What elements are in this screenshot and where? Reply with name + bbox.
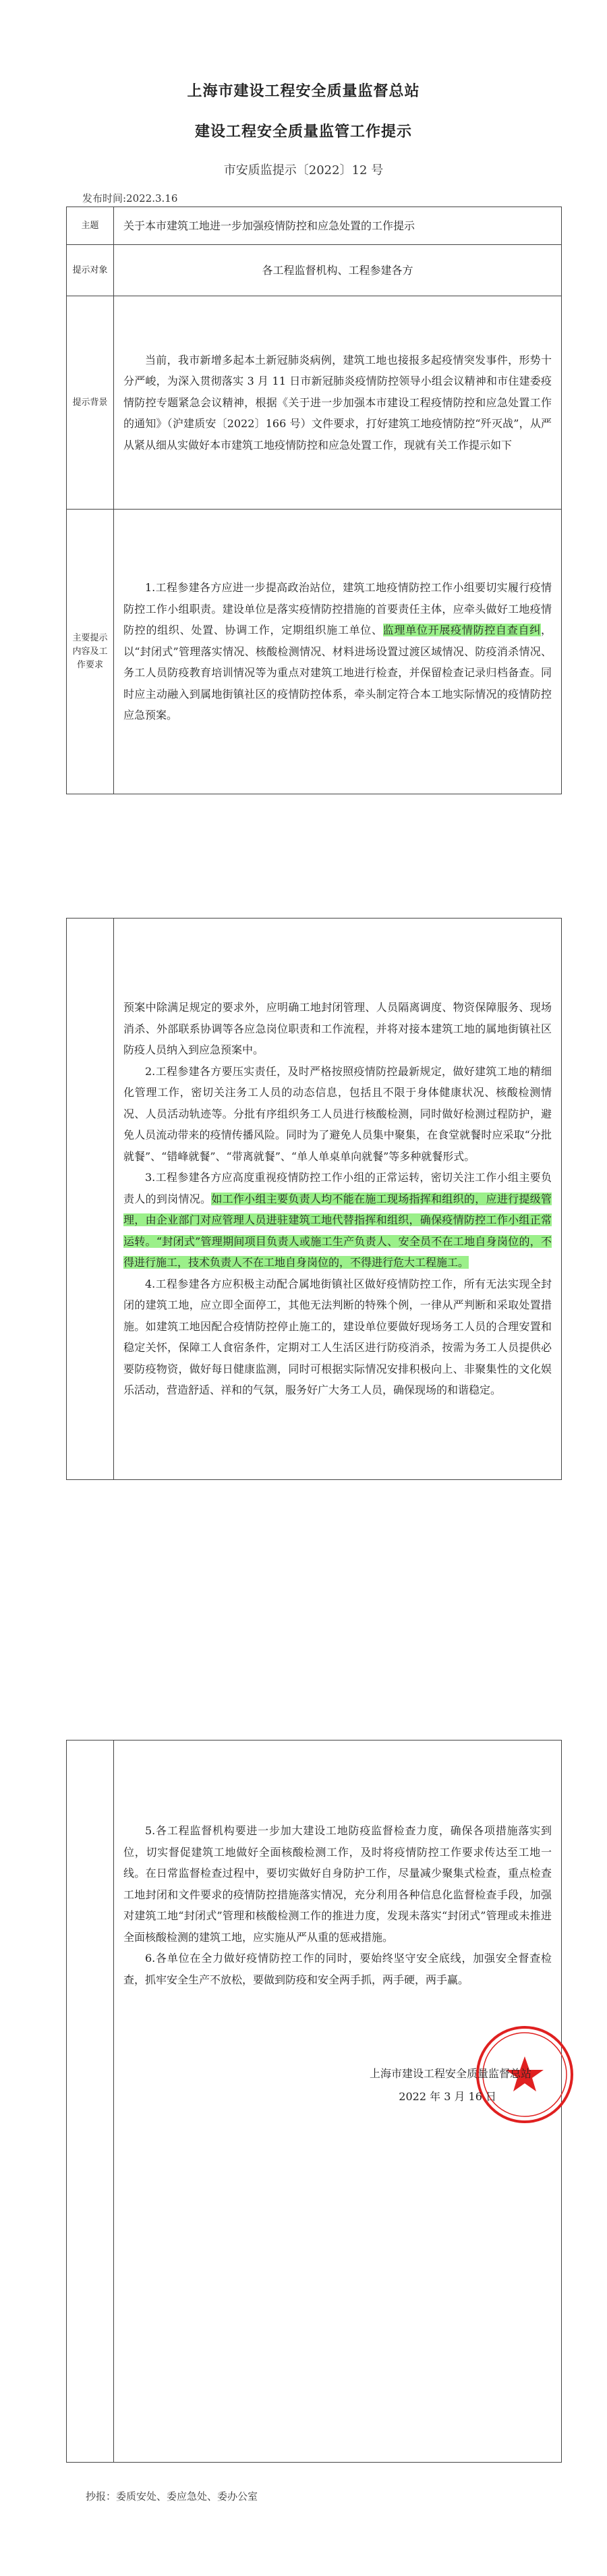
measure-2: 2.工程参建各方要压实责任，及时严格按照疫情防控最新规定，做好建筑工地的精细化管理工作，密切关注务工人员的动态信息，包括且不限于身体健康状况、核酸检测情况、人员活动轨迹等。分批有序组织务工人员进行核酸检测，同时做好检测过程防护，避免人员流动带来的疫情传播风险。同时为了避免人员集中聚集，在食堂就餐时应采取“分批就餐”、“错峰就餐”、“带离就餐”、“单人单桌单向就餐”等多种就餐形式。: [123, 1064, 552, 1163]
document-title: 上海市建设工程安全质量监督总站: [187, 82, 420, 100]
notice-table-page2: [66, 918, 562, 1480]
measures-text-page1: 1.工程参建各方应进一步提高政治站位，建筑工地疫情防控工作小组要切实履行疫情防控工作小组职责。建设单位是落实疫情防控措施的首要责任主体，应牵头做好工地疫情防控的组织、处置、协调工作，定期组织施工单位、监理单位开展疫情防控自查自纠，以“封闭式”管理落实情况、核酸检测情况、材料进场设置过渡区域情况、防疫消杀情况、务工人员防疫教育培训情况等为重点对建筑工地进行检查，并保留检查记录归档备查。同时应主动融入到属地街镇社区的疫情防控体系，牵头制定符合本工地实际情况的疫情防控应急预案。: [114, 510, 562, 794]
highlight-self-inspection: 监理单位开展疫情防控自查自纠: [382, 624, 541, 637]
measure-4: 4.工程参建各方应积极主动配合属地街镇社区做好疫情防控工作，所有无法实现全封闭的建筑工地，应立即全面停工，其他无法判断的特殊个例，一律从严判断和采取处置措施。如建筑工地因配合疫情防控停止施工的，建设单位要做好现场务工人员的合理安置和稳定关怀，保障工人食宿条件，定期对工人生活区进行防疫消杀，按需为务工人员提供必要防疫物资，做好每日健康监测，同时可根据实际情况安排积极向上、非聚集性的文化娱乐活动，营造舒适、祥和的气氛，服务好广大务工人员，确保现场的和谐稳定。: [123, 1277, 552, 1397]
document-number: 市安质监提示〔2022〕12 号: [223, 163, 384, 177]
measure-5: 5.各工程监督机构要进一步加大建设工地防疫监督检查力度，确保各项措施落实到位，切实督促建筑工地做好全面核酸检测工作，及时将疫情防控工作要求传达至工地一线。在日常监督检查过程中，要切实做好自身防护工作，尽量减少聚集式检查，重点检查工地封闭和文件要求的疫情防控措施落实情况，充分利用各种信息化监督检查手段，加强对建筑工地“封闭式”管理和核酸检测工作的推进力度，发现未落实“封闭式”管理或未推进全面核酸检测的建筑工地，应实施从严从重的惩戒措施。: [123, 1824, 552, 1944]
subject-text: 关于本市建筑工地进一步加强疫情防控和应急处置的工作提示: [114, 207, 562, 245]
notice-table-page1: [66, 207, 562, 794]
measures-label-cont2: [67, 1741, 114, 2463]
background-text: 当前，我市新增多起本土新冠肺炎病例，建筑工地也接报多起疫情突发事件，形势十分严峻，为深入贯彻落实 3 月 11 日市新冠肺炎疫情防控领导小组会议精神和市住建委疫情防控专题紧急会议精神，根据《关于进一步加强本市建设工程疫情防控和应急处置工作的通知》（沪建质安〔2022〕166 号）文件要求，打好建筑工地疫情防控“歼灭战”，从严从紧从细从实做好本市建筑工地疫情防控和应急处置工作，现就有关工作提示如下: [114, 296, 562, 510]
publish-date: 发布时间:2022.3.16: [82, 192, 178, 204]
measures-text-page3: [114, 1741, 562, 2463]
measure-6: 6.各单位在全力做好疫情防控工作的同时，要始终坚守安全底线，加强安全督查检查，抓牢安全生产不放松，要做到防疫和安全两手抓，两手硬，两手赢。: [123, 1952, 552, 1986]
measures-label-cont: [67, 919, 114, 1480]
measure-3: 3.工程参建各方应高度重视疫情防控工作小组的正常运转，密切关注工作小组主要负责人的到岗情况。如工作小组主要负责人均不能在施工现场指挥和组织的，应进行提级管理，由企业部门对应管理人员进驻建筑工地代替指挥和组织，确保疫情防控工作小组正常运转。“封闭式”管理期间项目负责人或施工生产负责人、安全员不在工地自身岗位的，不得进行施工，技术负责人不在工地自身岗位的，不得进行危大工程施工。: [123, 1171, 552, 1269]
background-label: 提示背景: [67, 296, 114, 510]
notice-table-page3: [66, 1740, 562, 2463]
measures-text-page2: 预案中除满足规定的要求外，应明确工地封闭管理、人员隔离调度、物资保障服务、现场消杀、外部联系协调等各应急岗位职责和工作流程，并将对接本建筑工地的属地街镇社区防疫人员纳入到应急预案中。 2.工程参建各方要压实责任，及时严格按照疫情防控最新规定，做好建筑工地的精细化管理工作，密切关注务工人员的动态信息，包括且不限于身体健康状况、核酸检测情况、人员活动轨迹等。分批有序组织务工人员进行核酸检测，同时做好检测过程防护，避免人员流动带来的疫情传播风险。同时为了避免人员集中聚集，在食堂就餐时应采取“分批就餐”、“错峰就餐”、“带离就餐”、“单人单桌单向就餐”等多种就餐形式。 3.工程参建各方应高度重视疫情防控工作小组的正常运转，密切关注工作小组主要负责人的到岗情况。如工作小组主要负责人均不能在施工现场指挥和组织的，应进行提级管理，由企业部门对应管理人员进驻建筑工地代替指挥和组织，确保疫情防控工作小组正常运转。“封闭式”管理期间项目负责人或施工生产负责人、安全员不在工地自身岗位的，不得进行施工，技术负责人不在工地自身岗位的，不得进行危大工程施工。 4.工程参建各方应积极主动配合属地街镇社区做好疫情防控工作，所有无法实现全封闭的建筑工地，应立即全面停工，其他无法判断的特殊个例，一律从严判断和采取处置措施。如建筑工地因配合疫情防控停止施工的，建设单位要做好现场务工人员的合理安置和稳定关怀，保障工人食宿条件，定期对工人生活区进行防疫消杀，按需为务工人员提供必要防疫物资，做好每日健康监测，同时可根据实际情况安排积极向上、非聚集性的文化娱乐活动，营造舒适、祥和的气氛，服务好广大务工人员，确保现场的和谐稳定。: [114, 919, 562, 1480]
document-subtitle: 建设工程安全质量监管工作提示: [194, 123, 412, 140]
highlight-escalation: 如工作小组主要负责人均不能在施工现场指挥和组织的，应进行提级管理，由企业部门对应管理人员进驻建筑工地代替指挥和组织，确保疫情防控工作小组正常运转。“封闭式”管理期间项目负责人或施工生产负责人、安全员不在工地自身岗位的，不得进行施工，技术负责人不在工地自身岗位的，不得进行危大工程施工。: [123, 1192, 552, 1269]
subject-label: 主题: [67, 207, 114, 245]
cc-list: 抄报：委质安处、委应急处、委办公室: [86, 2490, 258, 2502]
measures-label: 主要提示内容及工作要求: [67, 510, 114, 794]
target-text: 各工程监督机构、工程参建各方: [114, 245, 562, 296]
signature-date: 2022 年 3 月 16 日: [399, 2090, 496, 2103]
target-label: 提示对象: [67, 245, 114, 296]
signature-org: 上海市建设工程安全质量监督总站: [369, 2067, 531, 2080]
